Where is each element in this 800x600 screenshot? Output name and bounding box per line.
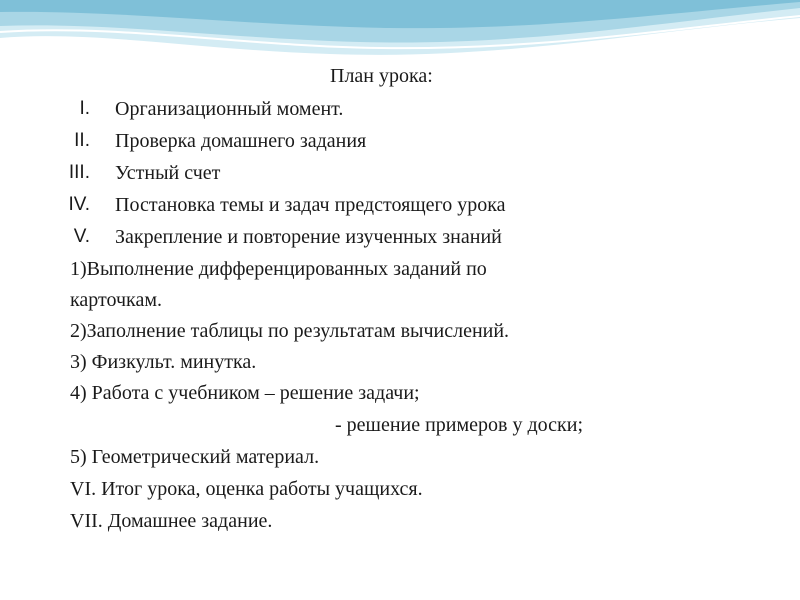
sub-line-2: карточкам. xyxy=(70,289,162,311)
roman-item-text: Устный счет xyxy=(115,162,221,184)
roman-item-text: Организационный момент. xyxy=(115,98,344,120)
roman-item-text: Проверка домашнего задания xyxy=(115,130,367,152)
roman-numeral: I. xyxy=(79,98,90,119)
sub-line-6: - решение примеров у доски; xyxy=(335,414,584,436)
sub-line-4: 3) Физкульт. минутка. xyxy=(70,351,257,373)
sub-line-7: 5) Геометрический материал. xyxy=(70,446,320,468)
roman-numeral: IV. xyxy=(68,194,90,215)
sub-line-5: 4) Работа с учебником – решение задачи; xyxy=(70,382,420,404)
header-wave-decoration xyxy=(0,0,800,70)
roman-numeral: II. xyxy=(74,130,90,151)
page-title: План урока: xyxy=(330,65,433,87)
roman-numeral: V. xyxy=(73,226,90,247)
roman-item-text: Постановка темы и задач предстоящего урока xyxy=(115,194,506,216)
sub-line-3: 2)Заполнение таблицы по результатам вычислений. xyxy=(70,320,510,342)
sub-line-9: VII. Домашнее задание. xyxy=(70,510,273,532)
sub-line-1: 1)Выполнение дифференцированных заданий по xyxy=(70,258,487,280)
roman-item-text: Закрепление и повторение изученных знаний xyxy=(115,226,502,248)
sub-line-8: VI. Итог урока, оценка работы учащихся. xyxy=(70,478,423,500)
roman-numeral: III. xyxy=(68,162,90,183)
